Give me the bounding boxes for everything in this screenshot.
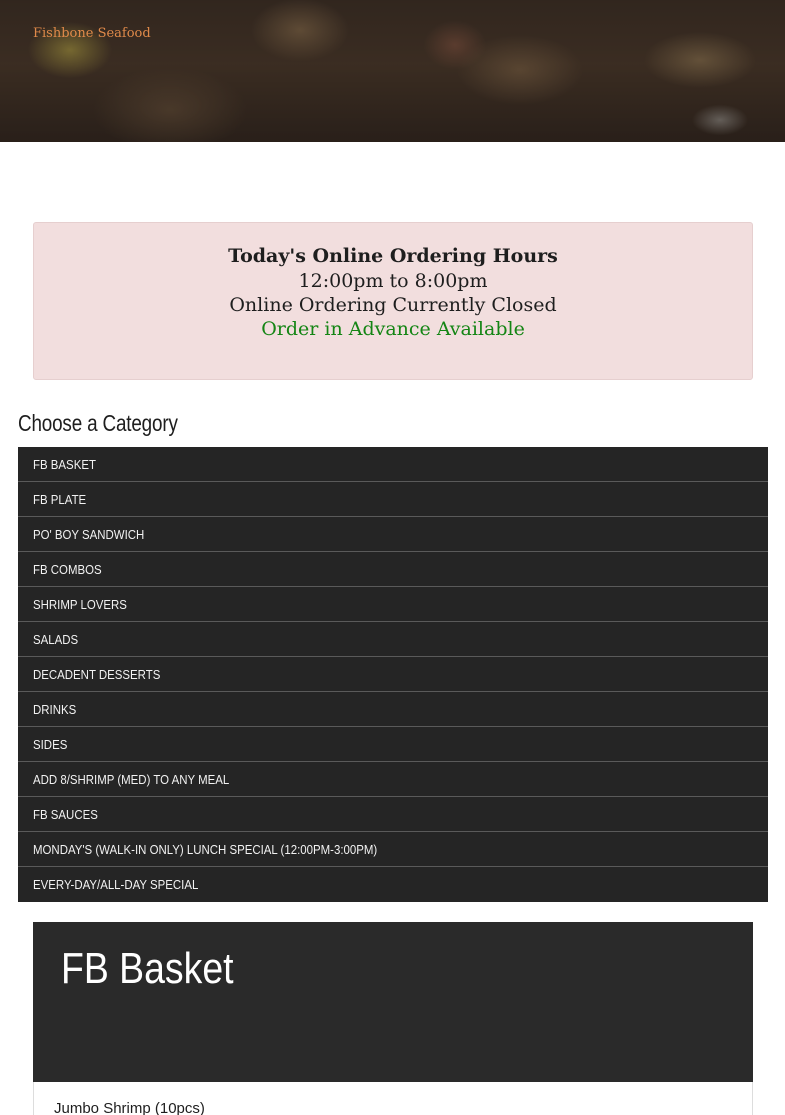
hours-title: Today's Online Ordering Hours	[228, 245, 558, 267]
menu-item-card[interactable]	[33, 1082, 753, 1115]
menu-item-name: Jumbo Shrimp (10pcs)	[54, 1100, 205, 1115]
category-label: FB BASKET	[33, 456, 96, 472]
category-item-fb-combos[interactable]	[18, 552, 768, 587]
category-item-every-day-special[interactable]	[18, 867, 768, 902]
category-label: EVERY-DAY/ALL-DAY SPECIAL	[33, 877, 199, 892]
category-item-add-shrimp[interactable]	[18, 762, 768, 797]
category-label: FB PLATE	[33, 491, 87, 507]
category-label: PO' BOY SANDWICH	[33, 526, 145, 542]
category-label: ADD 8/SHRIMP (MED) TO ANY MEAL	[33, 771, 230, 787]
section-title: FB Basket	[61, 944, 234, 993]
category-label: SIDES	[33, 736, 68, 752]
category-item-monday-lunch-special[interactable]	[18, 832, 768, 867]
category-item-fb-plate[interactable]	[18, 482, 768, 517]
category-heading: Choose a Category	[18, 410, 178, 436]
category-label: DECADENT DESSERTS	[33, 666, 161, 682]
category-item-po-boy-sandwich[interactable]	[18, 517, 768, 552]
hero-banner	[0, 0, 785, 142]
category-section-header	[33, 922, 753, 1082]
ordering-status: Online Ordering Currently Closed	[229, 294, 557, 316]
hours-time-range: 12:00pm to 8:00pm	[298, 270, 488, 292]
category-item-decadent-desserts[interactable]	[18, 657, 768, 692]
category-item-shrimp-lovers[interactable]	[18, 587, 768, 622]
category-item-salads[interactable]	[18, 622, 768, 657]
category-list	[18, 447, 768, 902]
category-label: SALADS	[33, 631, 79, 647]
category-label: MONDAY'S (WALK-IN ONLY) LUNCH SPECIAL (12:00PM-3:00PM)	[33, 841, 378, 857]
category-item-fb-basket[interactable]	[18, 447, 768, 482]
category-label: FB SAUCES	[33, 806, 98, 822]
category-label: FB COMBOS	[33, 561, 102, 577]
order-advance-notice: Order in Advance Available	[261, 318, 525, 340]
brand-link[interactable]: Fishbone Seafood	[33, 26, 151, 41]
category-label: SHRIMP LOVERS	[33, 596, 127, 612]
category-item-fb-sauces[interactable]	[18, 797, 768, 832]
category-item-sides[interactable]	[18, 727, 768, 762]
category-label: DRINKS	[33, 701, 77, 717]
category-item-drinks[interactable]	[18, 692, 768, 727]
ordering-hours-notice	[33, 222, 753, 380]
